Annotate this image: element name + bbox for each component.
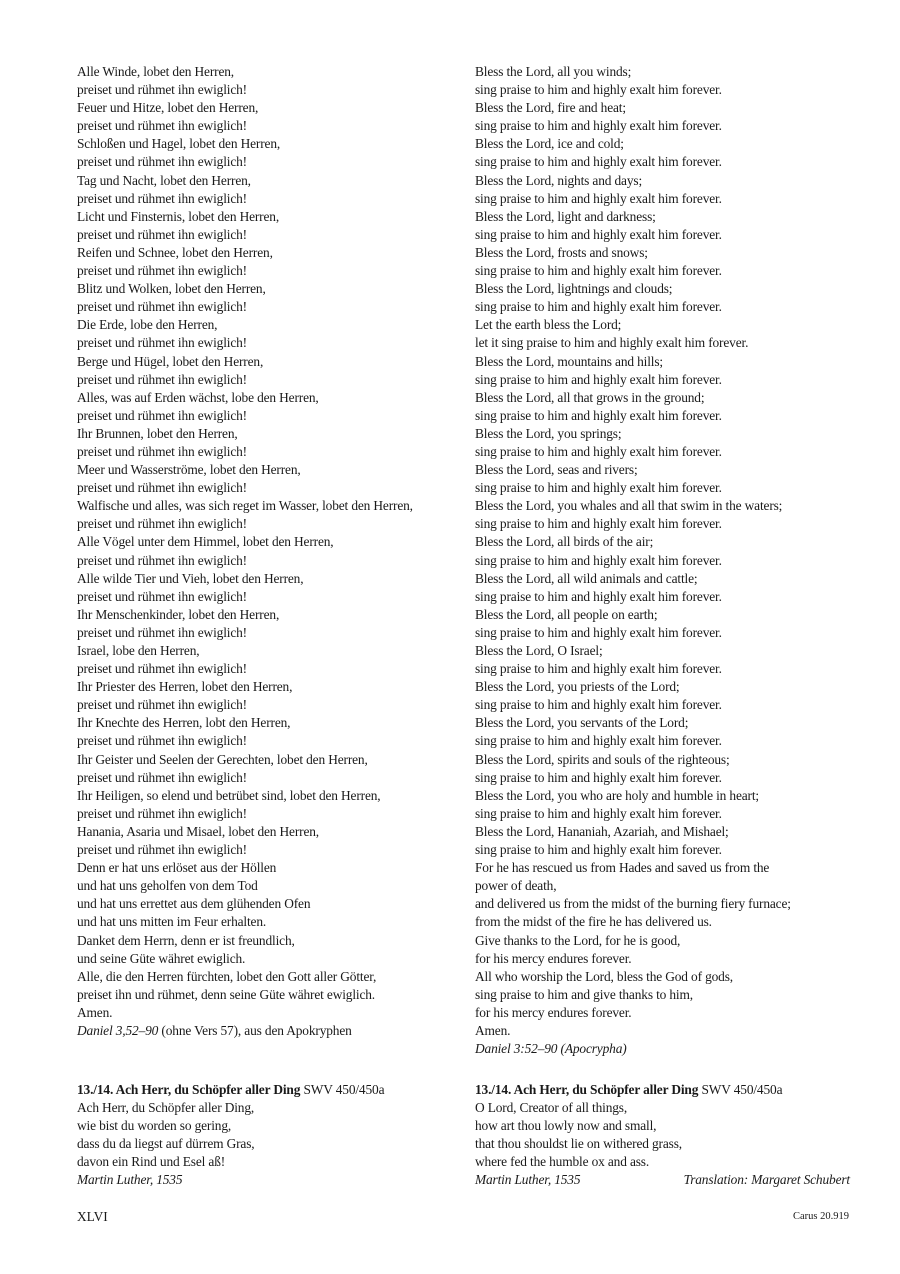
german-verse-line: preiset und rühmet ihn ewiglich! [77,552,247,568]
german-verse-line: Hanania, Asaria und Misael, lobet den Herren, [77,823,320,839]
german-verse-line: preiset und rühmet ihn ewiglich! [77,371,247,387]
german-verse-line: preiset und rühmet ihn ewiglich! [77,661,247,677]
german-verse-line: preiset ihn und rühmet, denn seine Güte währet ewiglich. [77,986,376,1002]
german-verse-line: preiset und rühmet ihn ewiglich! [77,624,247,640]
german-verse-line: Alle Winde, lobet den Herren, [77,64,234,79]
english-verse-line: let it sing praise to him and highly exalt him forever. [475,335,749,351]
english-verse-line: Let the earth bless the Lord; [475,317,622,333]
english-verse-line: from the midst of the fire he has delivered us. [475,914,712,930]
english-verse-line: sing praise to him and highly exalt him forever. [475,624,722,640]
english-verse-line: Bless the Lord, you priests of the Lord; [475,679,680,695]
english-verse-line: Bless the Lord, you servants of the Lord; [475,715,689,731]
german-verse-line: preiset und rühmet ihn ewiglich! [77,697,247,713]
german-section-line: wie bist du worden so gering, [77,1118,232,1134]
german-section-13-14 [77,1081,457,1190]
german-verse-line: preiset und rühmet ihn ewiglich! [77,407,247,423]
german-section-line: davon ein Rind und Esel aß! [77,1154,226,1170]
english-verse-line: Bless the Lord, O Israel; [475,643,603,658]
german-section-lines [77,1099,457,1171]
catalog-number: Carus 20.919 [793,1211,849,1222]
german-verse-line: Schloßen und Hagel, lobet den Herren, [77,136,281,152]
english-verse-line: Bless the Lord, you springs; [475,425,622,441]
english-verse-line: sing praise to him and highly exalt him forever. [475,697,722,713]
english-verse-line: Bless the Lord, spirits and souls of the righteous; [475,751,730,767]
german-verse-line: Feuer und Hitze, lobet den Herren, [77,100,259,116]
english-verse-line: sing praise to him and highly exalt him forever. [475,661,722,677]
german-section-line: dass du da liegst auf dürrem Gras, [77,1136,255,1152]
english-verse-line: Bless the Lord, fire and heat; [475,100,626,116]
english-verse-line: Give thanks to the Lord, for he is good, [475,932,681,948]
english-verse-line: Bless the Lord, lightnings and clouds; [475,281,673,297]
german-verse-line: preiset und rühmet ihn ewiglich! [77,299,247,315]
english-verse-line: sing praise to him and highly exalt him forever. [475,154,722,170]
english-verse-line: sing praise to him and highly exalt him forever. [475,190,722,206]
german-verse-line: preiset und rühmet ihn ewiglich! [77,335,247,351]
german-source-note: (ohne Vers 57), aus den Apokryphen [158,1022,352,1038]
english-verse-line: sing praise to him and highly exalt him forever. [475,588,722,604]
german-verse-line: und hat uns geholfen von dem Tod [77,878,258,894]
english-section-13-14 [475,1081,855,1190]
english-verse-line: sing praise to him and give thanks to him, [475,986,693,1002]
german-verse-line: Die Erde, lobe den Herren, [77,317,218,333]
german-section-title-main: 13./14. Ach Herr, du Schöpfer aller Ding [77,1082,301,1097]
english-verse-line: Bless the Lord, seas and rivers; [475,462,638,478]
german-section-title-swv: SWV 450/450a [300,1082,385,1097]
english-section-line: that thou shouldst lie on withered grass, [475,1136,682,1152]
english-section-credits [475,1171,850,1189]
english-verse-line: Amen. [475,1022,511,1038]
english-verse-line: Bless the Lord, nights and days; [475,172,643,188]
german-verse-line: Denn er hat uns erlöset aus der Höllen [77,860,277,876]
german-verse-line: preiset und rühmet ihn ewiglich! [77,82,247,98]
english-verse-line: Bless the Lord, all that grows in the ground; [475,389,705,405]
english-verse-line: sing praise to him and highly exalt him forever. [475,443,722,459]
german-verse-line: preiset und rühmet ihn ewiglich! [77,226,247,242]
german-verse-line: Blitz und Wolken, lobet den Herren, [77,281,266,297]
german-section-line: Ach Herr, du Schöpfer aller Ding, [77,1100,255,1116]
english-verse-line: Bless the Lord, all birds of the air; [475,534,654,550]
english-verse-line: for his mercy endures forever. [475,950,632,966]
english-verse-line: sing praise to him and highly exalt him forever. [475,805,722,821]
translation-credit: Translation: Margaret Schubert [683,1172,850,1188]
german-verse-line: Berge und Hügel, lobet den Herren, [77,353,264,369]
english-verse-line: sing praise to him and highly exalt him forever. [475,263,722,279]
english-verse-line: sing praise to him and highly exalt him forever. [475,516,722,532]
german-verse-lines [77,63,457,1022]
german-verse-line: preiset und rühmet ihn ewiglich! [77,769,247,785]
german-verse-line: preiset und rühmet ihn ewiglich! [77,263,247,279]
english-verse-line: sing praise to him and highly exalt him forever. [475,82,722,98]
english-verse-lines [475,63,855,1040]
english-verse-line: Bless the Lord, all wild animals and cattle; [475,570,698,586]
german-verse-line: preiset und rühmet ihn ewiglich! [77,733,247,749]
german-verse-line: und hat uns mitten im Feur erhalten. [77,914,267,930]
english-verse-line: Bless the Lord, all people on earth; [475,606,658,622]
english-section-line: where fed the humble ox and ass. [475,1154,650,1170]
german-verse-line: Ihr Knechte des Herren, lobt den Herren, [77,715,291,731]
german-section-credit: Martin Luther, 1535 [77,1172,183,1188]
english-verse-line: sing praise to him and highly exalt him forever. [475,480,722,496]
german-verse-line: preiset und rühmet ihn ewiglich! [77,516,247,532]
german-verse-line: Ihr Menschenkinder, lobet den Herren, [77,606,280,622]
german-verse-line: Alle Vögel unter dem Himmel, lobet den Herren, [77,534,334,550]
english-verse-line: sing praise to him and highly exalt him forever. [475,407,722,423]
english-verse-line: Bless the Lord, frosts and snows; [475,244,648,260]
german-verse-line: preiset und rühmet ihn ewiglich! [77,805,247,821]
english-verse-line: sing praise to him and highly exalt him forever. [475,226,722,242]
english-verse-line: sing praise to him and highly exalt him forever. [475,769,722,785]
german-verse-line: Amen. [77,1004,113,1020]
german-verse-line: Walfische und alles, was sich reget im Wasser, lobet den Herren, [77,498,413,514]
german-verse-line: Meer und Wasserströme, lobet den Herren, [77,462,301,478]
english-text-column [475,63,855,1058]
english-section-title-main: 13./14. Ach Herr, du Schöpfer aller Ding [475,1082,699,1097]
german-verse-line: Alle wilde Tier und Vieh, lobet den Herren, [77,570,304,586]
german-verse-line: preiset und rühmet ihn ewiglich! [77,588,247,604]
english-verse-line: for his mercy endures forever. [475,1004,632,1020]
german-verse-line: Alles, was auf Erden wächst, lobe den Herren, [77,389,319,405]
english-verse-line: Bless the Lord, light and darkness; [475,208,656,224]
german-verse-line: preiset und rühmet ihn ewiglich! [77,190,247,206]
german-verse-line: Ihr Heiligen, so elend und betrübet sind, lobet den Herren, [77,787,381,803]
german-verse-line: preiset und rühmet ihn ewiglich! [77,842,247,858]
english-verse-line: For he has rescued us from Hades and saved us from the [475,860,770,876]
german-source [77,1022,457,1040]
german-verse-line: und seine Güte währet ewiglich. [77,950,246,966]
english-verse-line: Bless the Lord, all you winds; [475,64,632,79]
english-section-line: how art thou lowly now and small, [475,1118,657,1134]
english-section-title-swv: SWV 450/450a [698,1082,783,1097]
german-verse-line: Ihr Brunnen, lobet den Herren, [77,425,238,441]
english-section-lines [475,1099,855,1171]
german-verse-line: und hat uns errettet aus dem glühenden Ofen [77,896,311,912]
german-verse-line: Licht und Finsternis, lobet den Herren, [77,208,280,224]
german-verse-line: Israel, lobe den Herren, [77,643,200,658]
english-verse-line: Bless the Lord, Hananiah, Azariah, and Mishael; [475,823,729,839]
page-number: XLVI [77,1209,108,1224]
german-verse-line: Tag und Nacht, lobet den Herren, [77,172,251,188]
german-text-column [77,63,457,1040]
german-verse-line: preiset und rühmet ihn ewiglich! [77,480,247,496]
english-verse-line: Bless the Lord, mountains and hills; [475,353,664,369]
german-verse-line: Ihr Priester des Herren, lobet den Herren, [77,679,293,695]
german-verse-line: preiset und rühmet ihn ewiglich! [77,443,247,459]
english-section-title [475,1081,855,1099]
english-verse-line: sing praise to him and highly exalt him forever. [475,371,722,387]
german-verse-line: preiset und rühmet ihn ewiglich! [77,118,247,134]
german-verse-line: Danket dem Herrn, denn er ist freundlich, [77,932,295,948]
english-verse-line: sing praise to him and highly exalt him forever. [475,842,722,858]
german-section-title [77,1081,457,1099]
english-section-credit: Martin Luther, 1535 [475,1172,581,1188]
german-verse-line: Alle, die den Herren fürchten, lobet den Gott aller Götter, [77,968,377,984]
english-verse-line: All who worship the Lord, bless the God of gods, [475,968,733,984]
german-verse-line: preiset und rühmet ihn ewiglich! [77,154,247,170]
english-section-line: O Lord, Creator of all things, [475,1100,628,1116]
english-verse-line: Bless the Lord, ice and cold; [475,136,624,152]
english-verse-line: Bless the Lord, you whales and all that swim in the waters; [475,498,783,514]
english-source: Daniel 3:52–90 (Apocrypha) [475,1041,627,1057]
german-verse-line: Ihr Geister und Seelen der Gerechten, lobet den Herren, [77,751,368,767]
english-verse-line: sing praise to him and highly exalt him forever. [475,552,722,568]
english-verse-line: Bless the Lord, you who are holy and humble in heart; [475,787,759,803]
german-verse-line: Reifen und Schnee, lobet den Herren, [77,244,273,260]
english-verse-line: sing praise to him and highly exalt him forever. [475,299,722,315]
english-verse-line: power of death, [475,878,557,894]
english-verse-line: and delivered us from the midst of the burning fiery furnace; [475,896,791,912]
english-verse-line: sing praise to him and highly exalt him forever. [475,733,722,749]
german-source-reference: Daniel 3,52–90 [77,1022,159,1038]
english-verse-line: sing praise to him and highly exalt him forever. [475,118,722,134]
